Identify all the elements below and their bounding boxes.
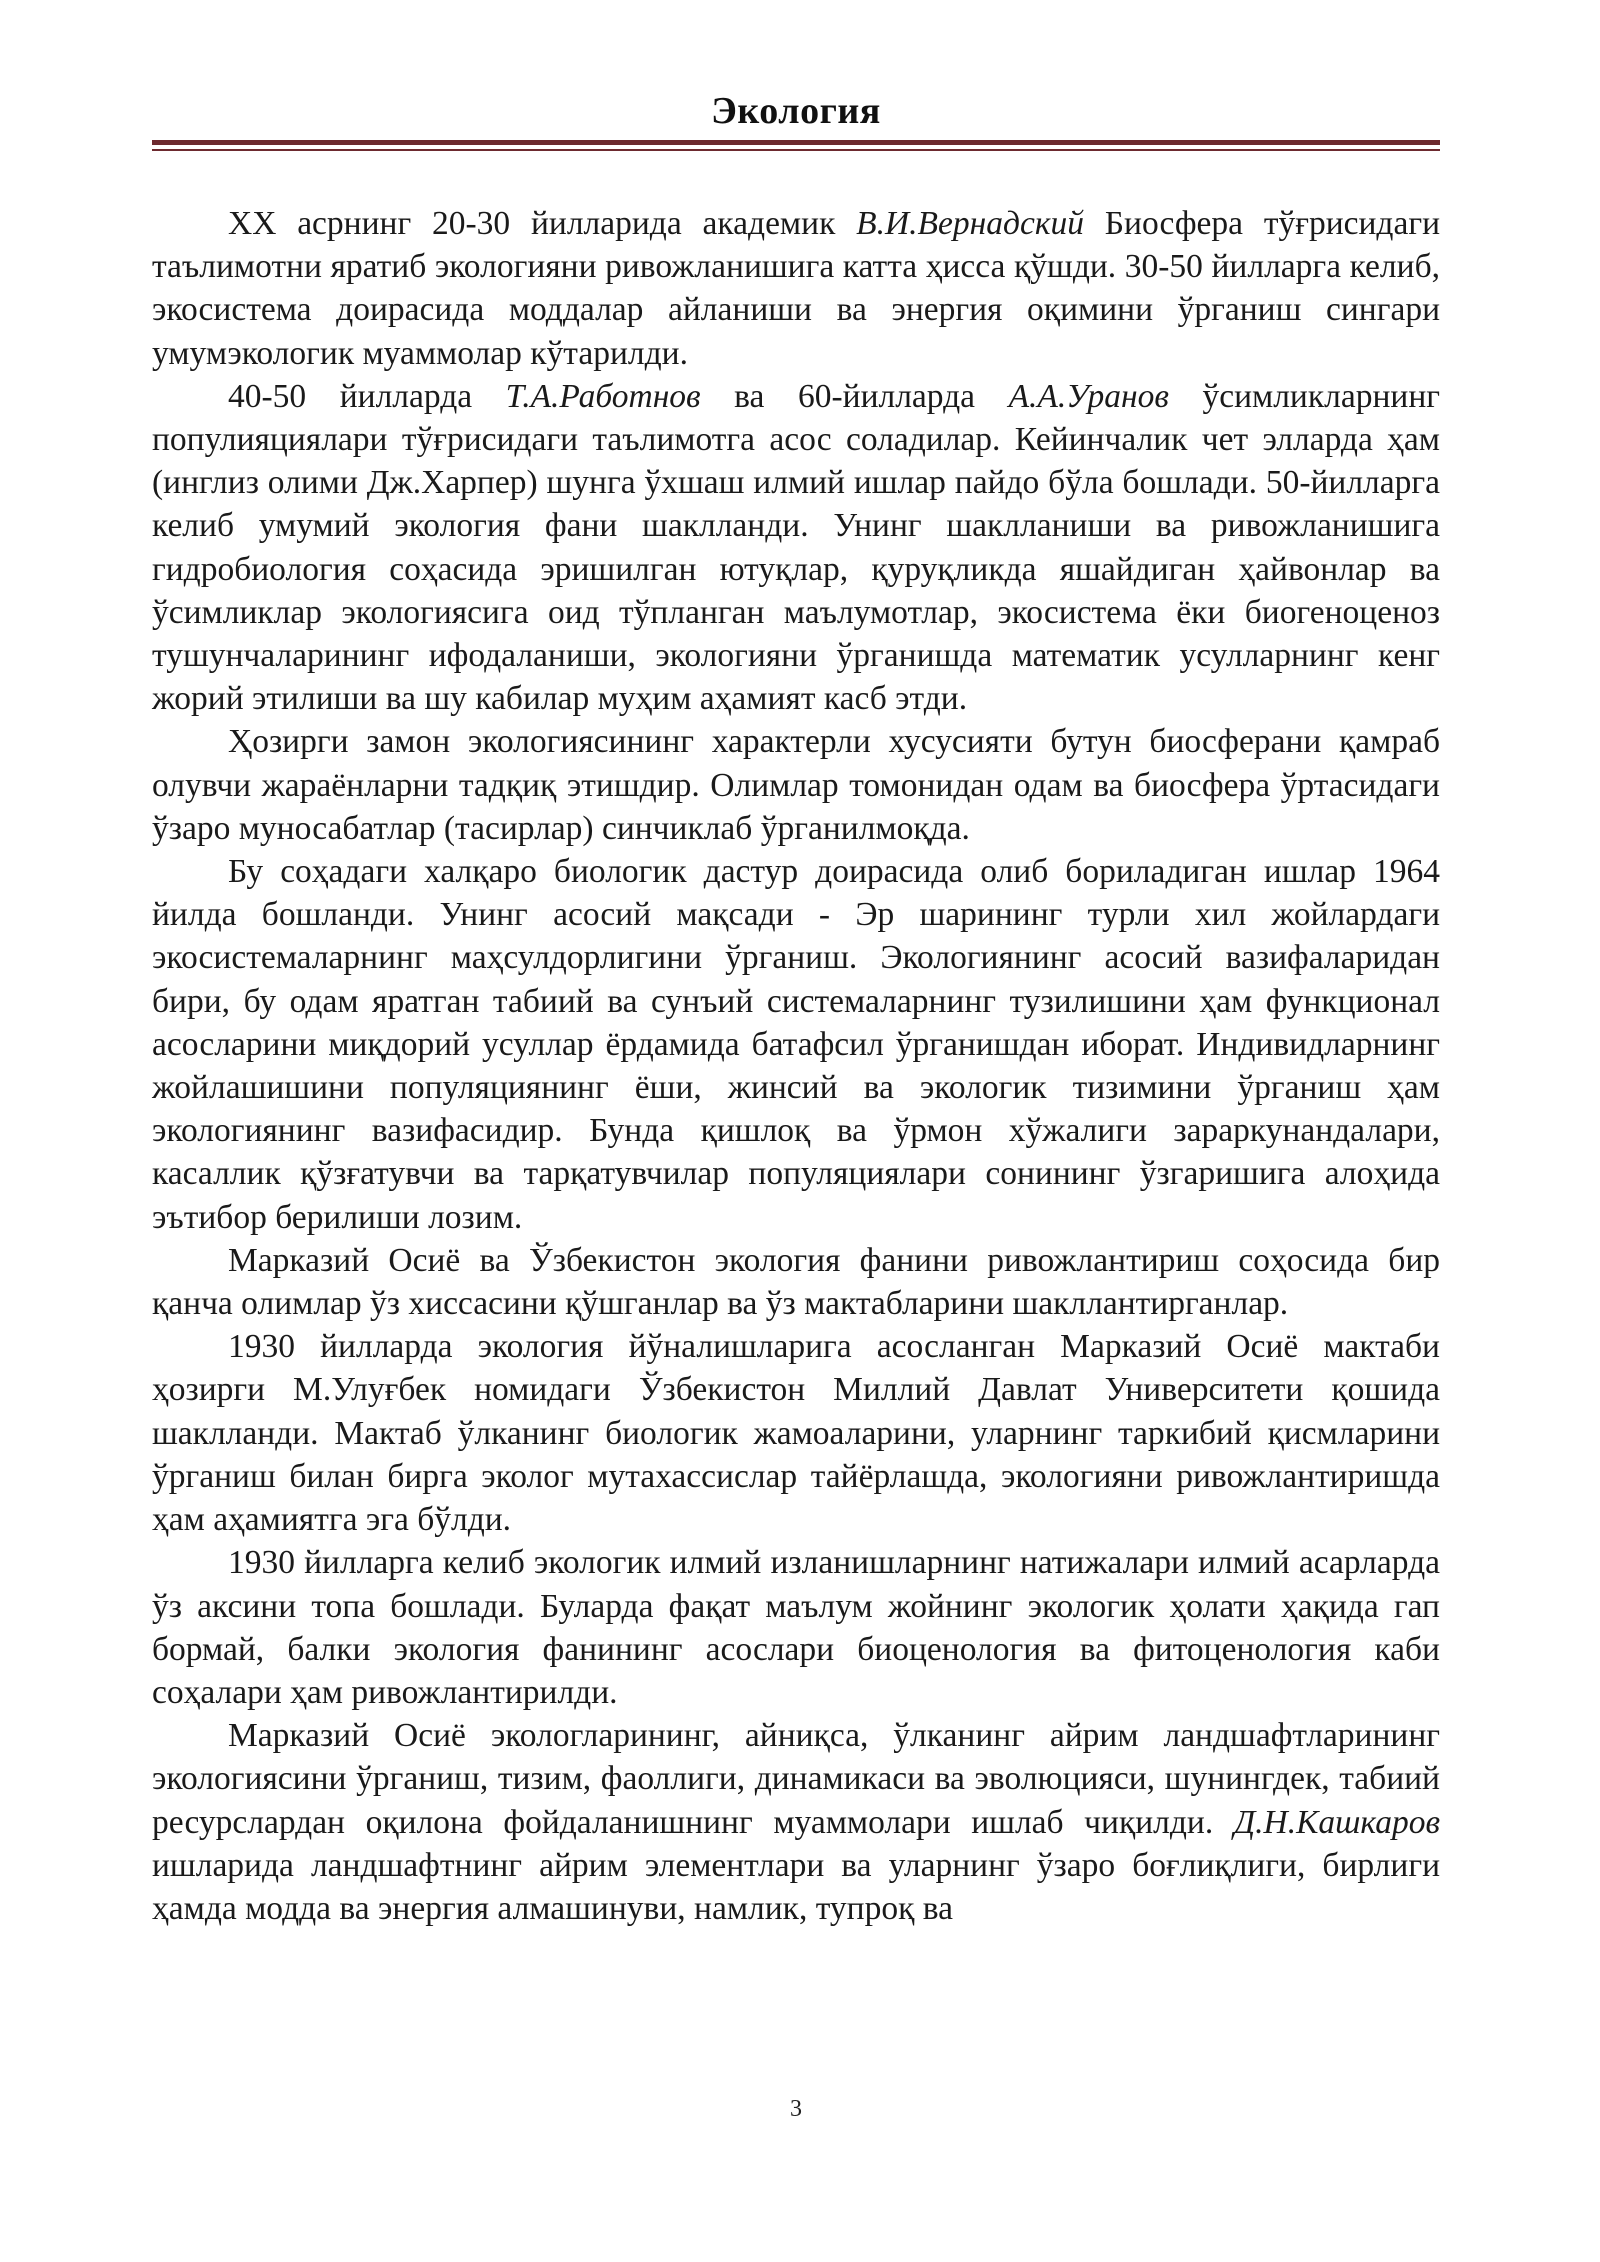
running-header-title: Экология <box>711 90 881 132</box>
author-name: Д.Н.Кашкаров <box>1233 1803 1440 1841</box>
paragraph-2 <box>152 375 1440 721</box>
paragraph-text: Марказий Осиё ва Ўзбекистон экология фанини ривожлантириш соҳосида бир қанча олимлар ўз хиссасини қўшганлар ва ўз мактабларини шакллантирганлар. <box>152 1241 1440 1323</box>
paragraph-1 <box>152 202 1440 375</box>
header-divider <box>152 140 1440 154</box>
author-name: Т.А.Работнов <box>505 377 701 415</box>
paragraph-text: ишларида ландшафтнинг айрим элементлари ва уларнинг ўзаро боғлиқлиги, бирлиги ҳамда модда ва энергия алмашинуви, намлик, тупроқ ва <box>152 1846 1440 1927</box>
paragraph-text: ўсимликларнинг популияциялари тўғрисидаги таълимотга асос соладилар. Кейинчалик чет элларда ҳам (инглиз олими Дж.Харпер) шунга ўхшаш илмий ишлар пайдо бўла бошлади. 50-йилларга келиб умумий экология фани шаклланди. Унинг шаклланиши ва ривожланишига гидробиология соҳасида эришилган ютуқлар, қуруқликда яшайдиган ҳайвонлар ва ўсимликлар экологиясига оид тўпланган маълумотлар, экосистема ёки биогеноценоз тушунчаларининг ифодаланиши, экологияни ўрганишда математик усулларнинг кенг жорий этилиши ва шу кабилар муҳим аҳамият касб этди. <box>152 377 1440 718</box>
paragraph-3 <box>152 720 1440 850</box>
paragraph-8 <box>152 1714 1440 1930</box>
header-divider-thick-line <box>152 140 1440 145</box>
paragraph-text: Бу соҳадаги халқаро биологик дастур доирасида олиб бориладиган ишлар 1964 йилда бошланди. Унинг асосий мақсади - Эр шарининг турли хил жойлардаги экосистемаларнинг маҳсулдорлигини ўрганиш. Экологиянинг асосий вазифаларидан бири, бу одам яратган табиий ва сунъий системаларнинг тузилишини ҳам функционал асосларини миқдорий усуллар ёрдамида батафсил ўрганишдан иборат. Индивидларнинг жойлашишини популяциянинг ёши, жинсий ва экологик тизимини ўрганиш ҳам экологиянинг вазифасидир. Бунда қишлоқ ва ўрмон хўжалиги зараркунандалари, касаллик қўзғатувчи ва тарқатувчилар популяциялари сонининг ўзгаришига алоҳида эътибор берилиши лозим. <box>152 853 1440 1236</box>
paragraph-7 <box>152 1541 1440 1714</box>
paragraph-text: ва 60-йилларда <box>700 377 1009 415</box>
paragraph-text: 1930 йилларда экология йўналишларига асосланган Марказий Осиё мактаби ҳозирги М.Улуғбек номидаги Ўзбекистон Миллий Давлат Университети қошида шаклланди. Мактаб ўлканинг биологик жамоаларини, уларнинг таркибий қисмларини ўрганиш билан бирга эколог мутахассислар тайёрлашда, экологияни ривожлантиришда ҳам аҳамиятга эга бўлди. <box>152 1328 1440 1539</box>
paragraph-4 <box>152 850 1440 1239</box>
paragraph-text: Марказий Осиё экологларининг, айниқса, ўлканинг айрим ландшафтларининг экологиясини ўрганиш, тизим, фаоллиги, динамикаси ва эволюцияси, шунингдек, табиий ресурслардан оқилона фойдаланишнинг муаммолари ишлаб чиқилди. <box>152 1717 1440 1841</box>
document-page <box>152 0 1440 2262</box>
author-name: В.И.Вернадский <box>856 205 1084 242</box>
header-divider-thin-line <box>152 149 1440 151</box>
paragraph-text: Ҳозирги замон экологиясининг характерли хусусияти бутун биосферани қамраб олувчи жараёнларни тадқиқ этишдир. Олимлар томонидан одам ва биосфера ўртасидаги ўзаро муносабатлар (тасирлар) синчиклаб ўрганилмоқда. <box>152 723 1440 847</box>
paragraph-text: XX асрнинг 20-30 йилларида академик <box>228 205 857 242</box>
body-text <box>152 202 1440 1930</box>
paragraph-6 <box>152 1325 1440 1541</box>
paragraph-text: 1930 йилларга келиб экологик илмий изланишларнинг натижалари илмий асарларда ўз аксини топа бошлади. Буларда фақат маълум жойнинг экологик ҳолати ҳақида гап бормай, балки экология фанининг асослари биоценология ва фитоценология каби соҳалари ҳам ривожлантирилди. <box>152 1544 1440 1711</box>
page-number: 3 <box>790 2096 802 2122</box>
paragraph-5 <box>152 1239 1440 1325</box>
paragraph-text: 40-50 йилларда <box>228 377 506 415</box>
author-name: А.А.Уранов <box>1008 377 1169 415</box>
paragraph-text: Биосфера тўғрисидаги таълимотни яратиб экологияни ривожланишига катта ҳисса қўшди. 30-50 йилларга келиб, экосистема доирасида моддалар айланиши ва энергия оқимини ўрганиш сингари умумэкологик муаммолар кўтарилди. <box>152 205 1441 372</box>
